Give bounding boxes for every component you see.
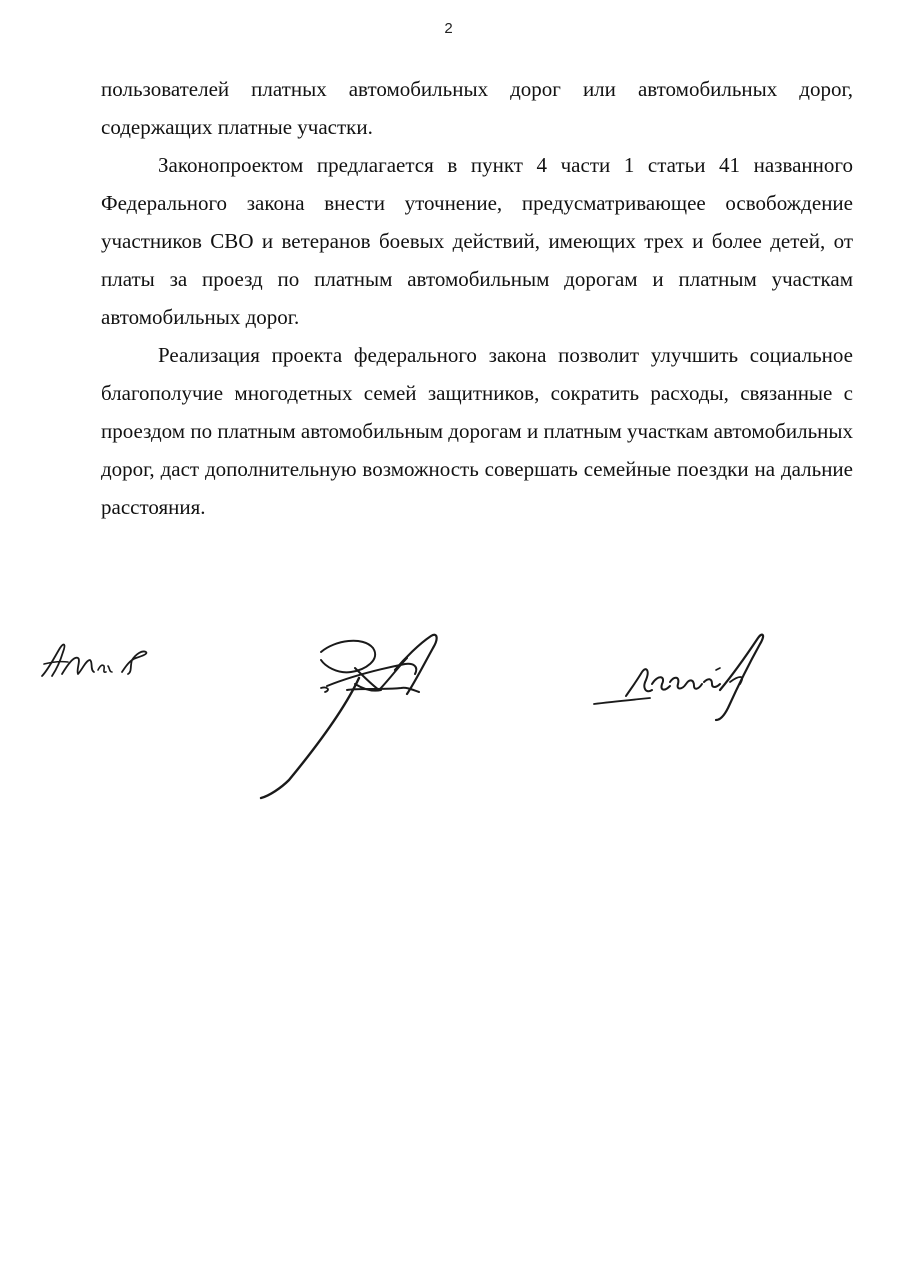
document-body — [101, 70, 853, 526]
signature-2 — [255, 630, 467, 798]
signature-3 — [590, 630, 776, 722]
paragraph-2: Законопроектом предлагается в пункт 4 части 1 статьи 41 названного Федерального закона внести уточнение, предусматривающее освобождение участников СВО и ветеранов боевых действий, имеющих трех и более детей, от платы за проезд по платным автомобильным дорогам и платным участкам автомобильных дорог. — [101, 153, 853, 329]
paragraph-3: Реализация проекта федерального закона позволит улучшить социальное благополучие многодетных семей защитников, сократить расходы, связанные с проездом по платным автомобильным дорогам и платным участкам автомобильных дорог, даст дополнительную возможность совершать семейные поездки на дальние расстояния. — [101, 343, 853, 519]
paragraph-1: пользователей платных автомобильных дорог или автомобильных дорог, содержащих платные участки. — [101, 77, 853, 139]
page-number: 2 — [444, 20, 453, 37]
signature-1 — [38, 636, 150, 684]
